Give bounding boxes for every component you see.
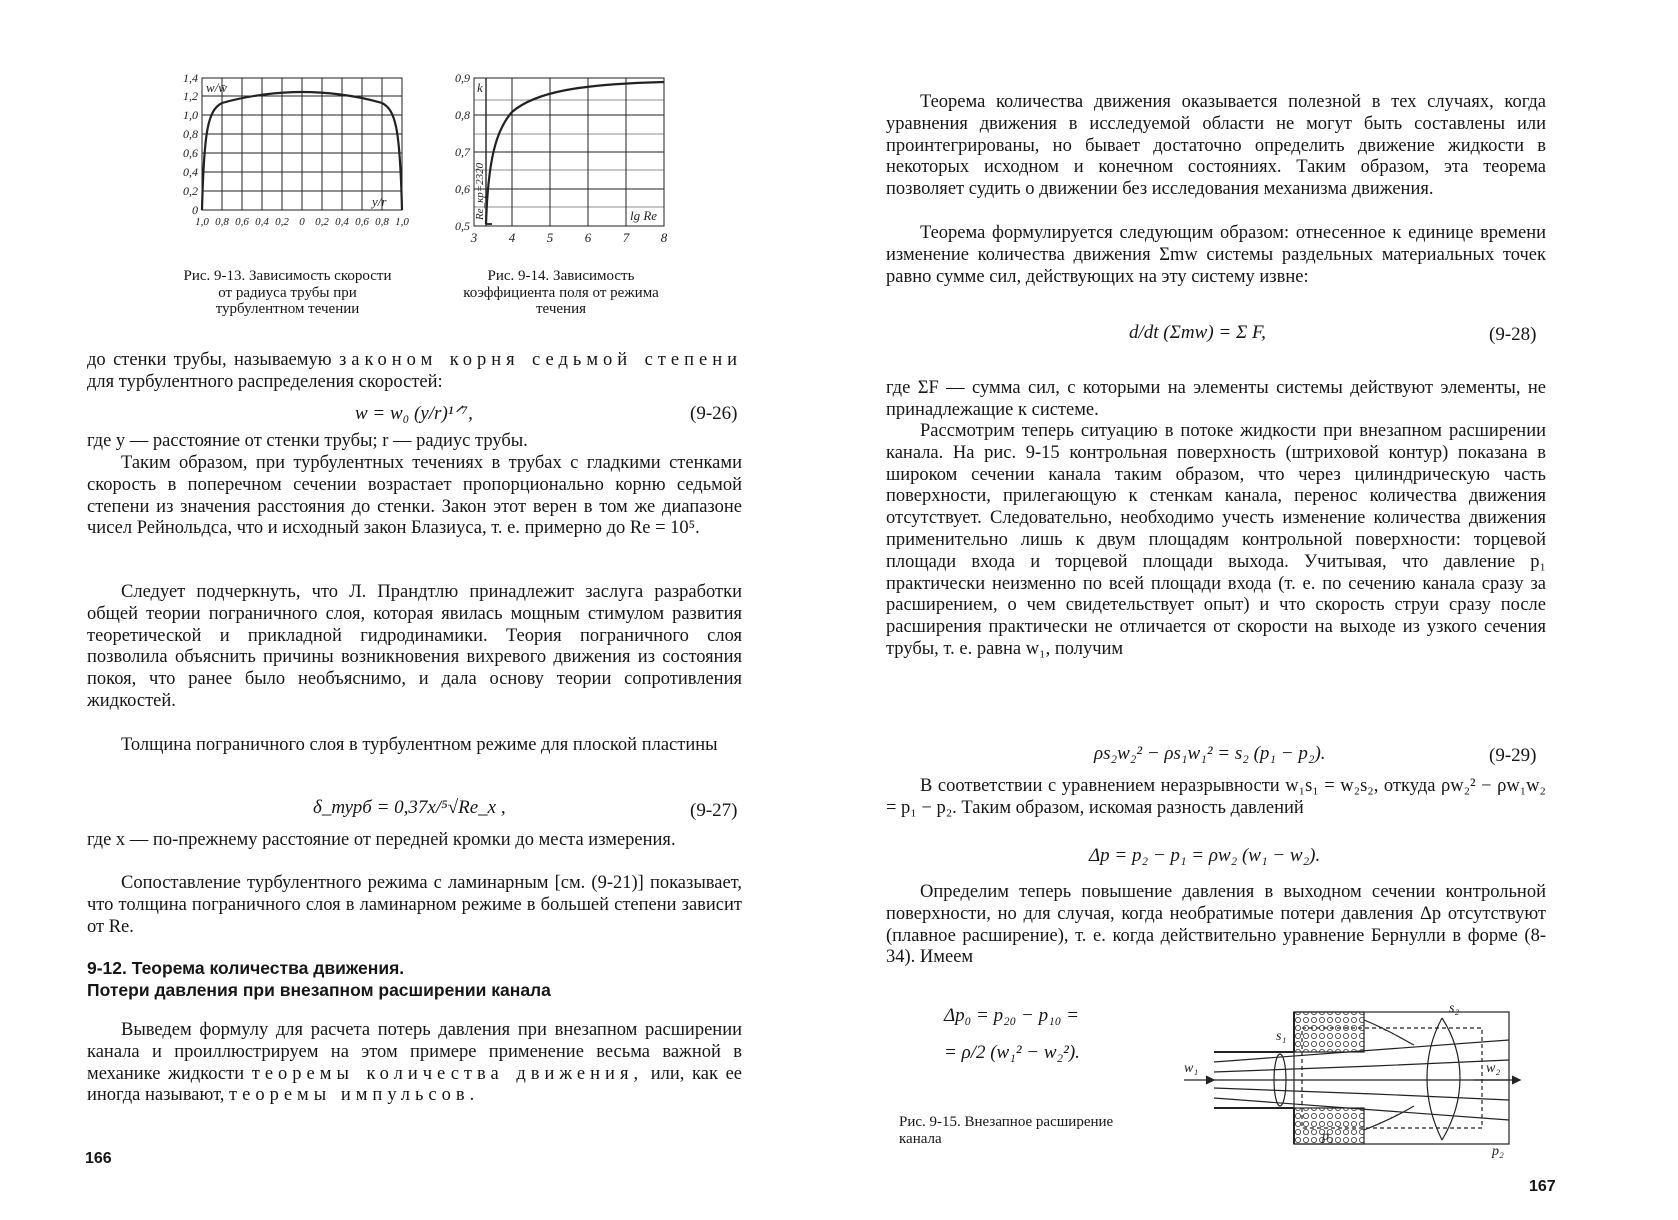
figure-9-13-caption: Рис. 9-13. Зависимость скорости от радиуса трубы при турбулентном течении bbox=[183, 268, 392, 317]
y-tick: 0,4 bbox=[183, 165, 198, 179]
paragraph-text: Выведем формулу для расчета потерь давления при внезапном расширении канала и проиллюстрируем на этом примере применение весьма важной в механике жидкости bbox=[87, 1020, 742, 1084]
spaced-term: теоремы импульсов. bbox=[229, 1085, 480, 1106]
x-tick: 6 bbox=[584, 230, 592, 245]
figure-9-15-sudden-expansion bbox=[1174, 1000, 1524, 1160]
figure-9-14-coefficient-curve bbox=[440, 70, 680, 250]
figure-9-13-velocity-profile bbox=[160, 70, 420, 250]
x-tick: 0,4 bbox=[335, 216, 349, 228]
label-s1: s₁ bbox=[1276, 1029, 1287, 1044]
x-tick: 1,0 bbox=[195, 216, 209, 228]
heading-line: 9-12. Теорема количества движения. bbox=[87, 958, 405, 978]
paragraph-boundary-thickness: Толщина пограничного слоя в турбулентном режиме для плоской пластины bbox=[121, 735, 718, 755]
y-tick: 0,6 bbox=[183, 146, 198, 160]
equation-9-29: ρs₂w₂² − ρs₁w₁² = s₂ (p₁ − p₂). bbox=[1094, 743, 1326, 764]
y-tick: 0,9 bbox=[455, 71, 470, 85]
equation-number-9-28: (9-28) bbox=[1489, 324, 1537, 345]
x-axis-symbol: lg Re bbox=[630, 208, 658, 223]
paragraph-prandtl: Следует подчеркнуть, что Л. Прандтлю принадлежит заслуга разработки общей теории пограничного слоя, которая явилась мощным стимулом развития теоретической и прикладной гидродинамики. Теория пограничного слоя позволила объяснить причины возникновения вихревого движения из состояния покоя, что ранее было необъяснимо, и дала основу теории сопротивления жидкостей. bbox=[87, 582, 742, 711]
paragraph-sudden-expansion: Рассмотрим теперь ситуацию в потоке жидкости при внезапном расширении канала. На рис. 9-15 контрольная поверхность (штриховой контур) показана в широком сечении канала таким образом, что через цилиндрическую часть поверхности, прилегающую к стенкам канала, перенос количества движения отсутствует. Следовательно, необходимо учесть изменение количества движения применительно лишь к двум площадям контрольной поверхности: торцевой площади входа и торцевой площади выхода. Учитывая, что давление p₁ практически неизменно по всей площади входа (т. е. по сечению канала сразу за расширением, о чем свидетельствует опыт) и что скорость струи сразу после расширения практически не отличается от скорости на выходе из узкого сечения трубы, т. е. равна w₁, получим bbox=[886, 421, 1546, 659]
x-axis-symbol: y/r bbox=[372, 194, 387, 209]
paragraph-derive-formula bbox=[87, 1020, 742, 1107]
section-heading-9-12 bbox=[87, 957, 757, 1001]
y-axis-symbol: w/w̄ bbox=[206, 80, 227, 95]
equation-dp0-line2: = ρ/2 (w₁² − w₂²). bbox=[944, 1042, 1080, 1063]
label-p2: p₂ bbox=[1492, 1144, 1504, 1159]
label-p1: p₁ bbox=[1322, 1129, 1334, 1144]
y-tick: 0 bbox=[192, 203, 198, 217]
x-tick: 0,8 bbox=[215, 216, 229, 228]
spaced-term: теоремы количества движения, bbox=[251, 1063, 644, 1084]
equation-number-9-29: (9-29) bbox=[1489, 745, 1537, 766]
x-tick: 0,6 bbox=[355, 216, 369, 228]
x-tick: 3 bbox=[470, 230, 478, 245]
y-tick: 1,0 bbox=[183, 108, 198, 122]
label-s2: s₂ bbox=[1449, 1001, 1460, 1016]
paragraph-where-sum-f: где ΣF — сумма сил, с которыми на элементы системы действуют элементы, не принадлежащие к системе. bbox=[886, 378, 1546, 420]
paragraph-text: для турбулентного распределения скоростей: bbox=[87, 371, 443, 392]
y-axis-symbol: k bbox=[477, 80, 483, 95]
equation-dp0-line1: Δp₀ = p₂₀ − p₁₀ = bbox=[944, 1005, 1079, 1026]
right-page bbox=[839, 0, 1678, 1220]
label-w2: w₂ bbox=[1486, 1061, 1501, 1076]
equation-9-28: d/dt (Σmw) = Σ F, bbox=[1129, 322, 1266, 343]
paragraph-text: до стенки трубы, называемую bbox=[87, 350, 332, 370]
paragraph-pressure-rise: Определим теперь повышение давления в выходном сечении контрольной поверхности, но для случая, когда необратимые потери давления Δp отсутствуют (плавное расширение), т. е. когда действительно уравнение Бернулли в форме (8-34). Имеем bbox=[886, 882, 1546, 968]
x-tick: 7 bbox=[622, 230, 630, 245]
x-tick: 0,2 bbox=[315, 216, 329, 228]
equation-pressure-difference: Δp = p₂ − p₁ = ρw₂ (w₁ − w₂). bbox=[1089, 845, 1321, 866]
y-tick: 0,8 bbox=[455, 108, 470, 122]
x-tick: 1,0 bbox=[395, 216, 409, 228]
paragraph-comparison: Сопоставление турбулентного режима с ламинарным [см. (9-21)] показывает, что толщина пограничного слоя в ламинарном режиме в большей степени зависит от Re. bbox=[87, 873, 742, 937]
paragraph-continuity: В соответствии с уравнением неразрывности w₁s₁ = w₂s₂, откуда ρw₂² − ρw₁w₂ = p₁ − p₂. Таким образом, искомая разность давлений bbox=[886, 776, 1546, 818]
x-tick: 0,4 bbox=[255, 216, 269, 228]
page-number-left: 166 bbox=[85, 1150, 112, 1167]
heading-line: Потери давления при внезапном расширении канала bbox=[87, 980, 551, 1000]
y-tick: 1,2 bbox=[183, 89, 198, 103]
x-tick: 0 bbox=[299, 216, 305, 228]
paragraph-where-x: где x — по-прежнему расстояние от передней кромки до места измерения. bbox=[87, 830, 676, 850]
x-tick: 5 bbox=[546, 230, 554, 245]
equation-9-27: δ_турб = 0,37x/⁵√Re_x , bbox=[313, 797, 506, 818]
paragraph-theorem-statement: Теорема формулируется следующим образом: отнесенное к единице времени изменение количества движения Σmw системы раздельных материальных точек равно сумме сил, действующих на эту систему извне: bbox=[886, 223, 1546, 287]
spaced-term: законом корня седьмой степени bbox=[338, 350, 743, 370]
y-tick: 0,7 bbox=[455, 145, 470, 159]
x-tick: 0,6 bbox=[235, 216, 249, 228]
paragraph-where-y: где y — расстояние от стенки трубы; r — радиус трубы. bbox=[87, 431, 528, 451]
y-tick: 0,2 bbox=[183, 184, 198, 198]
paragraph-theorem-usefulness: Теорема количества движения оказывается полезной в тех случаях, когда уравнения движения в исследуемой области не могут быть составлены или проинтегрированы, но бывает достаточно определить движение жидкости в некоторых исходном и конечном состояниях. Таким образом, эта теорема позволяет судить о движении без исследования механизма движения. bbox=[886, 92, 1546, 200]
y-tick: 0,8 bbox=[183, 127, 198, 141]
y-tick: 1,4 bbox=[183, 71, 198, 85]
page-number-right: 167 bbox=[1529, 1178, 1556, 1195]
figure-9-14-caption: Рис. 9-14. Зависимость коэффициента поля от режима течения bbox=[463, 268, 659, 317]
y-tick: 0,5 bbox=[455, 219, 470, 233]
paragraph-text: или, как ее иногда называют, bbox=[87, 1063, 742, 1106]
y-tick: 0,6 bbox=[455, 182, 470, 196]
equation-number-9-27: (9-27) bbox=[690, 800, 738, 821]
label-w1: w₁ bbox=[1184, 1061, 1199, 1076]
x-tick: 0,8 bbox=[375, 216, 389, 228]
equation-number-9-26: (9-26) bbox=[690, 403, 738, 424]
x-tick: 8 bbox=[660, 230, 668, 245]
x-tick: 4 bbox=[508, 230, 516, 245]
x-tick: 0,2 bbox=[275, 216, 289, 228]
paragraph-seventh-root-law: Таким образом, при турбулентных течениях в трубах с гладкими стенками скорость в поперечном сечении возрастает пропорционально корню седьмой степени из значения расстояния до стенки. Закон этот верен в том же диапазоне чисел Рейнольдса, что и исходный закон Блазиуса, т. е. примерно до Re = 10⁵. bbox=[87, 453, 742, 539]
figure-9-15-caption: Рис. 9-15. Внезапное расширение канала bbox=[899, 1114, 1114, 1147]
paragraph-law-intro bbox=[87, 350, 742, 394]
critical-reynolds-label: Re_кр=2320 bbox=[474, 162, 486, 220]
equation-9-26: w = w₀ (y/r)¹ᐟ⁷, bbox=[355, 403, 473, 424]
